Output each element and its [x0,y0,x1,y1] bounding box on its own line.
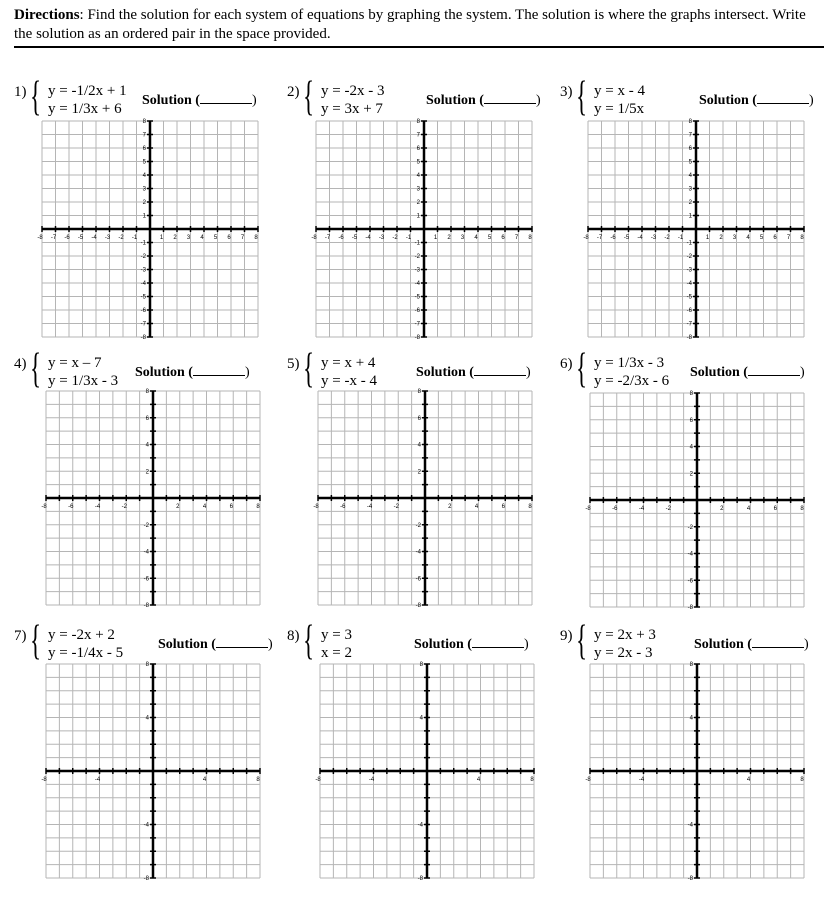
equation-2: y = 1/5x [594,101,645,117]
solution-close: ) [244,365,250,380]
x-tick-label: -8 [315,777,321,783]
y-tick-label: -4 [687,551,693,558]
y-tick-label: 6 [416,146,420,152]
y-tick-label: 2 [416,200,420,206]
solution-blank[interactable] [193,363,245,376]
solution-blank[interactable] [200,91,252,104]
y-tick-label: 2 [688,200,692,206]
y-tick-label: -4 [687,822,693,829]
y-tick-label: 4 [145,442,149,449]
equation-2: x = 2 [321,645,352,661]
solution-blank[interactable] [752,635,804,648]
x-tick-label: -2 [665,506,671,512]
y-tick-label: 8 [145,389,149,395]
y-tick-label: 2 [417,469,421,476]
equation-1: y = -2x - 3 [321,83,385,99]
solution-close: ) [808,93,814,108]
solution-blank[interactable] [484,91,536,104]
solution-field[interactable] [690,363,805,381]
solution-label: Solution ( [142,93,200,108]
system-brace: { [30,74,42,120]
y-tick-label: -2 [140,254,146,260]
y-tick-label: 8 [142,119,146,125]
equation-1: y = 2x + 3 [594,627,656,643]
y-tick-label: 4 [417,442,421,449]
y-tick-label: 3 [142,186,146,193]
equation-2: y = 1/3x + 6 [48,101,122,117]
y-tick-label: -4 [140,281,146,287]
x-tick-label: -8 [313,504,319,510]
y-tick-label: 2 [689,471,693,478]
y-tick-label: 1 [142,213,146,220]
solution-field[interactable] [426,91,541,109]
x-tick-label: -4 [366,504,373,510]
y-tick-label: -4 [686,281,692,287]
y-tick-label: -6 [686,308,692,314]
y-tick-label: 8 [416,119,420,125]
y-tick-label: 6 [689,417,693,424]
y-tick-label: -2 [414,254,420,260]
x-tick-label: 4 [746,506,751,512]
x-tick-label: -6 [610,235,616,241]
y-tick-label: 7 [142,132,146,139]
y-tick-label: 4 [688,173,692,179]
problem-number: 3) [560,84,573,100]
y-tick-label: -2 [687,524,693,531]
y-tick-label: -4 [417,822,423,829]
y-tick-label: 2 [145,469,149,476]
y-tick-label: -8 [415,603,421,609]
x-tick-label: -6 [340,504,346,510]
x-tick-label: -4 [94,777,101,783]
y-tick-label: -7 [140,321,146,328]
solution-blank[interactable] [757,91,809,104]
x-tick-label: 3 [186,235,191,241]
x-tick-label: 4 [202,777,207,783]
equation-1: y = -1/2x + 1 [48,83,127,99]
x-tick-label: -8 [585,777,591,783]
solution-label: Solution ( [694,637,752,652]
y-tick-label: -7 [686,321,692,328]
solution-blank[interactable] [216,635,268,648]
system-brace: { [576,74,588,120]
y-tick-label: -8 [686,335,692,341]
coordinate-grid[interactable] [37,119,258,341]
y-tick-label: 4 [689,715,693,722]
y-tick-label: 5 [688,159,692,166]
x-tick-label: 8 [800,506,804,512]
x-tick-label: 7 [240,235,245,241]
x-tick-label: -6 [338,235,344,241]
x-tick-label: 8 [800,235,804,241]
solution-close: ) [523,637,529,652]
x-tick-label: 2 [719,235,723,241]
x-tick-label: -3 [650,235,657,241]
y-tick-label: 4 [142,173,146,179]
y-tick-label: 5 [142,159,146,166]
y-tick-label: -7 [414,321,420,328]
solution-label: Solution ( [135,365,193,380]
solution-close: ) [799,365,805,380]
equation-1: y = x + 4 [321,355,376,371]
x-tick-label: -6 [68,504,74,510]
coordinate-grid[interactable] [585,662,804,882]
solution-field[interactable] [135,363,250,381]
solution-close: ) [251,93,257,108]
x-tick-label: -2 [118,235,124,241]
equation-1: y = x - 4 [594,83,645,99]
equation-1: y = x – 7 [48,355,102,371]
x-tick-label: -5 [77,235,84,241]
x-tick-label: 3 [732,235,737,241]
y-tick-label: -6 [687,578,693,585]
x-tick-label: -4 [638,506,645,512]
x-tick-label: 8 [256,504,260,510]
x-tick-label: -6 [64,235,70,241]
solution-label: Solution ( [158,637,216,652]
x-tick-label: 8 [528,235,532,241]
y-tick-label: -5 [686,294,692,301]
x-tick-label: 4 [200,235,204,241]
x-tick-label: -2 [392,235,398,241]
solution-field[interactable] [414,635,529,653]
y-tick-label: 2 [142,200,146,206]
y-tick-label: -1 [140,240,146,247]
problem-number: 8) [287,628,300,644]
x-tick-label: 4 [202,504,207,510]
header-rule [14,46,824,48]
y-tick-label: -1 [686,240,692,247]
y-tick-label: 8 [689,391,693,397]
equation-2: y = 1/3x - 3 [48,373,119,389]
x-tick-label: 1 [705,235,710,241]
x-tick-label: 8 [530,777,534,783]
equation-2: y = -2/3x - 6 [594,373,670,389]
y-tick-label: 6 [688,146,692,152]
y-tick-label: -4 [415,549,421,556]
y-tick-label: 3 [416,186,420,193]
system-brace: { [30,618,42,664]
x-tick-label: -4 [91,235,97,241]
y-tick-label: -2 [143,522,149,529]
y-tick-label: 8 [419,662,423,668]
x-tick-label: -3 [104,235,111,241]
equation-1: y = 1/3x - 3 [594,355,665,371]
y-tick-label: -6 [143,576,149,583]
y-tick-label: 4 [419,715,423,722]
y-tick-label: 7 [416,132,420,139]
x-tick-label: -8 [37,235,43,241]
x-tick-label: -4 [368,777,375,783]
x-tick-label: 4 [474,235,478,241]
y-tick-label: -8 [143,603,149,609]
x-tick-label: -8 [585,506,591,512]
x-tick-label: -6 [612,506,618,512]
x-tick-label: 6 [229,504,233,510]
x-tick-label: 8 [254,235,258,241]
x-tick-label: -1 [677,235,684,241]
x-tick-label: 3 [460,235,465,241]
problem-number: 5) [287,356,300,372]
solution-label: Solution ( [416,365,474,380]
y-tick-label: -2 [415,522,421,529]
y-tick-label: 4 [689,444,693,451]
x-tick-label: -5 [351,235,358,241]
x-tick-label: 2 [173,235,177,241]
solution-field[interactable] [158,635,273,653]
y-tick-label: -4 [143,549,149,556]
y-tick-label: -8 [417,876,423,882]
y-tick-label: 4 [145,715,149,722]
x-tick-label: 2 [447,235,451,241]
problem-number: 4) [14,356,27,372]
system-brace: { [30,346,42,392]
equation-2: y = -x - 4 [321,373,377,389]
equation-1: y = -2x + 2 [48,627,115,643]
x-tick-label: -2 [664,235,670,241]
y-tick-label: -4 [143,822,149,829]
x-tick-label: -1 [131,235,138,241]
solution-close: ) [803,637,809,652]
x-tick-label: 2 [720,506,724,512]
system-brace: { [303,346,315,392]
x-tick-label: -5 [623,235,630,241]
y-tick-label: 1 [416,213,420,220]
problem-number: 7) [14,628,27,644]
y-tick-label: -8 [687,876,693,882]
solution-field[interactable] [142,91,257,109]
problem-number: 6) [560,356,573,372]
x-tick-label: -7 [324,235,331,241]
directions-lead: Directions [14,7,80,23]
y-tick-label: -8 [140,335,146,341]
problem-number: 9) [560,628,573,644]
solution-close: ) [525,365,531,380]
y-tick-label: -5 [140,294,146,301]
x-tick-label: -7 [596,235,603,241]
y-tick-label: -6 [414,308,420,314]
equation-2: y = -1/4x - 5 [48,645,124,661]
coordinate-grid[interactable] [315,662,534,882]
x-tick-label: -3 [378,235,385,241]
solution-label: Solution ( [414,637,472,652]
y-tick-label: -5 [414,294,420,301]
y-tick-label: -6 [140,308,146,314]
x-tick-label: 8 [528,504,532,510]
directions-text: : Find the solution for each system of equations by graphing the system. The solution is where the graphs intersect. Write the solution as an ordered pair in the space provided. [14,7,806,42]
solution-label: Solution ( [699,93,757,108]
x-tick-label: -4 [94,504,101,510]
y-tick-label: -1 [414,240,420,247]
solution-field[interactable] [694,635,809,653]
x-tick-label: -4 [365,235,371,241]
solution-close: ) [535,93,541,108]
y-tick-label: 3 [688,186,692,193]
x-tick-label: 1 [159,235,164,241]
problem-number: 1) [14,84,27,100]
solution-blank[interactable] [748,363,800,376]
x-tick-label: 8 [256,777,260,783]
y-tick-label: 5 [416,159,420,166]
y-tick-label: 8 [417,389,421,395]
system-brace: { [576,618,588,664]
y-tick-label: 8 [688,119,692,125]
x-tick-label: 1 [433,235,438,241]
x-tick-label: 4 [474,504,479,510]
y-tick-label: 8 [689,662,693,668]
x-tick-label: -8 [583,235,589,241]
x-tick-label: 4 [746,777,751,783]
y-tick-label: -3 [414,267,420,274]
x-tick-label: -8 [41,504,47,510]
x-tick-label: -8 [41,777,47,783]
x-tick-label: -7 [50,235,57,241]
coordinate-grid[interactable] [585,391,804,611]
y-tick-label: 6 [145,415,149,422]
directions [14,6,814,44]
y-tick-label: 6 [142,146,146,152]
x-tick-label: 7 [786,235,791,241]
solution-label: Solution ( [690,365,748,380]
x-tick-label: 7 [514,235,519,241]
system-brace: { [576,346,588,392]
y-tick-label: -8 [414,335,420,341]
x-tick-label: 5 [487,235,492,241]
y-tick-label: 1 [688,213,692,220]
equation-2: y = 2x - 3 [594,645,653,661]
coordinate-grid[interactable] [583,119,804,341]
coordinate-grid[interactable] [311,119,532,341]
x-tick-label: -2 [121,504,127,510]
solution-blank[interactable] [474,363,526,376]
y-tick-label: 6 [417,415,421,422]
system-brace: { [303,74,315,120]
coordinate-grid[interactable] [313,389,532,609]
equation-2: y = 3x + 7 [321,101,383,117]
x-tick-label: 4 [476,777,481,783]
y-tick-label: 7 [688,132,692,139]
y-tick-label: -3 [686,267,692,274]
y-tick-label: 8 [145,662,149,668]
y-tick-label: -8 [143,876,149,882]
x-tick-label: -1 [405,235,412,241]
coordinate-grid[interactable] [41,389,260,609]
solution-close: ) [267,637,273,652]
x-tick-label: 4 [746,235,750,241]
solution-field[interactable] [416,363,531,381]
y-tick-label: -3 [140,267,146,274]
x-tick-label: 6 [773,506,777,512]
x-tick-label: 2 [448,504,452,510]
y-tick-label: -4 [414,281,420,287]
x-tick-label: -4 [637,235,643,241]
x-tick-label: 6 [501,504,505,510]
x-tick-label: 6 [227,235,231,241]
x-tick-label: -8 [311,235,317,241]
x-tick-label: 8 [800,777,804,783]
x-tick-label: 6 [501,235,505,241]
system-brace: { [303,618,315,664]
x-tick-label: 5 [213,235,218,241]
x-tick-label: 2 [176,504,180,510]
x-tick-label: -2 [393,504,399,510]
y-tick-label: -2 [686,254,692,260]
problem-number: 2) [287,84,300,100]
solution-blank[interactable] [472,635,524,648]
y-tick-label: -8 [687,605,693,611]
y-tick-label: -6 [415,576,421,583]
solution-label: Solution ( [426,93,484,108]
equation-1: y = 3 [321,627,352,643]
x-tick-label: 5 [759,235,764,241]
solution-field[interactable] [699,91,814,109]
y-tick-label: 4 [416,173,420,179]
x-tick-label: 6 [773,235,777,241]
coordinate-grid[interactable] [41,662,260,882]
x-tick-label: -4 [638,777,645,783]
